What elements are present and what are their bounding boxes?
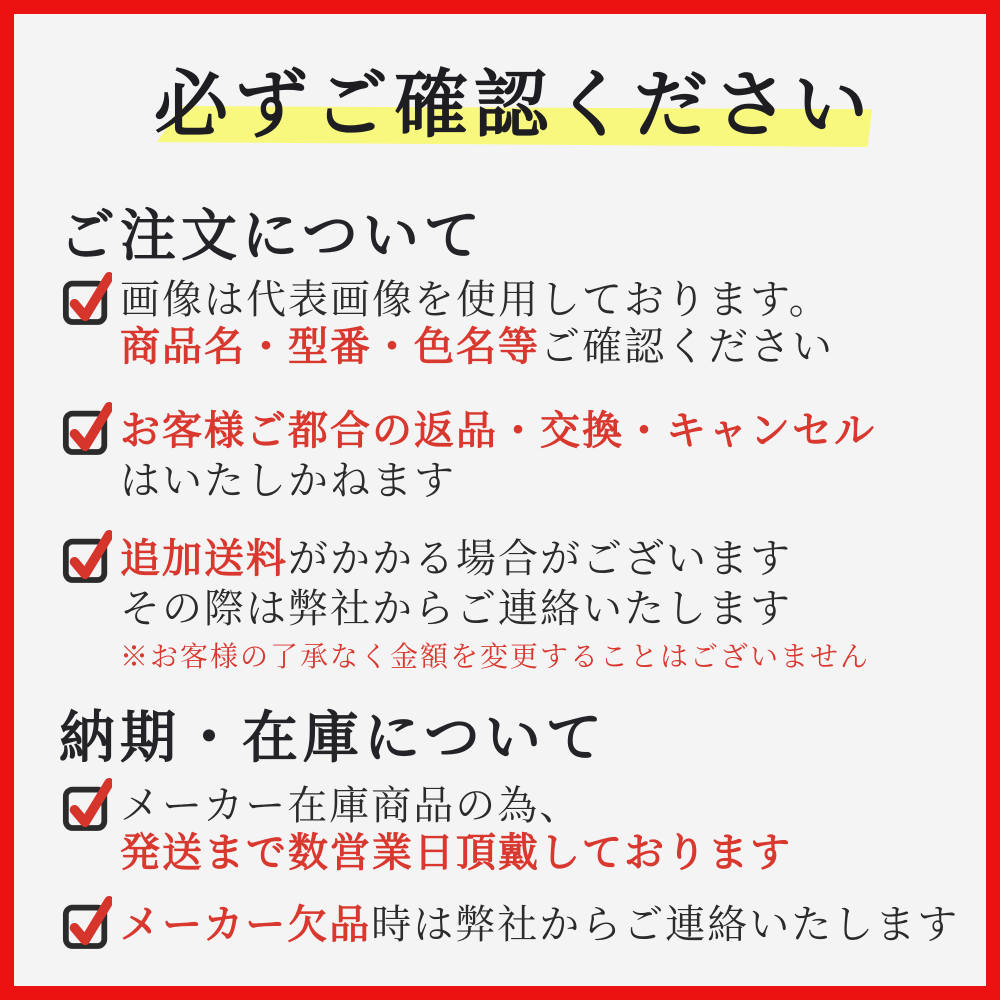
item-line: 時は弊社からご連絡いたします (371, 902, 960, 947)
item-line-emphasis: 発送まで数営業日頂戴しております (120, 830, 792, 875)
section-heading-orders: ご注文について (59, 206, 485, 268)
title-block (14, 54, 1000, 164)
item-line: がかかる場合がございます (288, 536, 792, 581)
checkbox-check-icon (62, 776, 112, 832)
item-text (120, 534, 870, 672)
item-footnote: ※お客様の了承なく金額を変更することはございません (120, 642, 871, 673)
item-line: 画像は代表画像を使用しております。 (120, 277, 831, 322)
item-text (120, 406, 876, 506)
item-line-emphasis: お客様ご都合の返品・交換・キャンセル (120, 408, 876, 453)
checklist-item-returns (62, 406, 876, 506)
section-heading-delivery: 納期・在庫について (59, 708, 607, 770)
checklist-item-representative-image (62, 276, 834, 370)
item-line-emphasis: メーカー欠品 (120, 902, 372, 947)
item-line-emphasis: 追加送料 (120, 536, 288, 581)
checkbox-check-icon (62, 400, 112, 456)
item-line-emphasis: 商品名・型番・色名等 (120, 324, 540, 369)
item-text (120, 276, 834, 370)
checklist-item-maker-stock (62, 782, 792, 876)
item-line: はいたしかねます (120, 458, 456, 503)
checkbox-check-icon (62, 528, 112, 584)
checkbox-check-icon (62, 270, 112, 326)
item-text (120, 782, 792, 876)
item-text (120, 900, 959, 950)
page-title: 必ずご確認ください (154, 65, 874, 147)
checklist-item-maker-shortage (62, 900, 959, 950)
item-line: その際は弊社からご連絡いたします (120, 586, 792, 631)
item-line: ご確認ください (540, 324, 834, 369)
checklist-item-extra-shipping (62, 534, 870, 672)
checkbox-check-icon (62, 894, 112, 950)
item-line: メーカー在庫商品の為、 (120, 783, 582, 828)
